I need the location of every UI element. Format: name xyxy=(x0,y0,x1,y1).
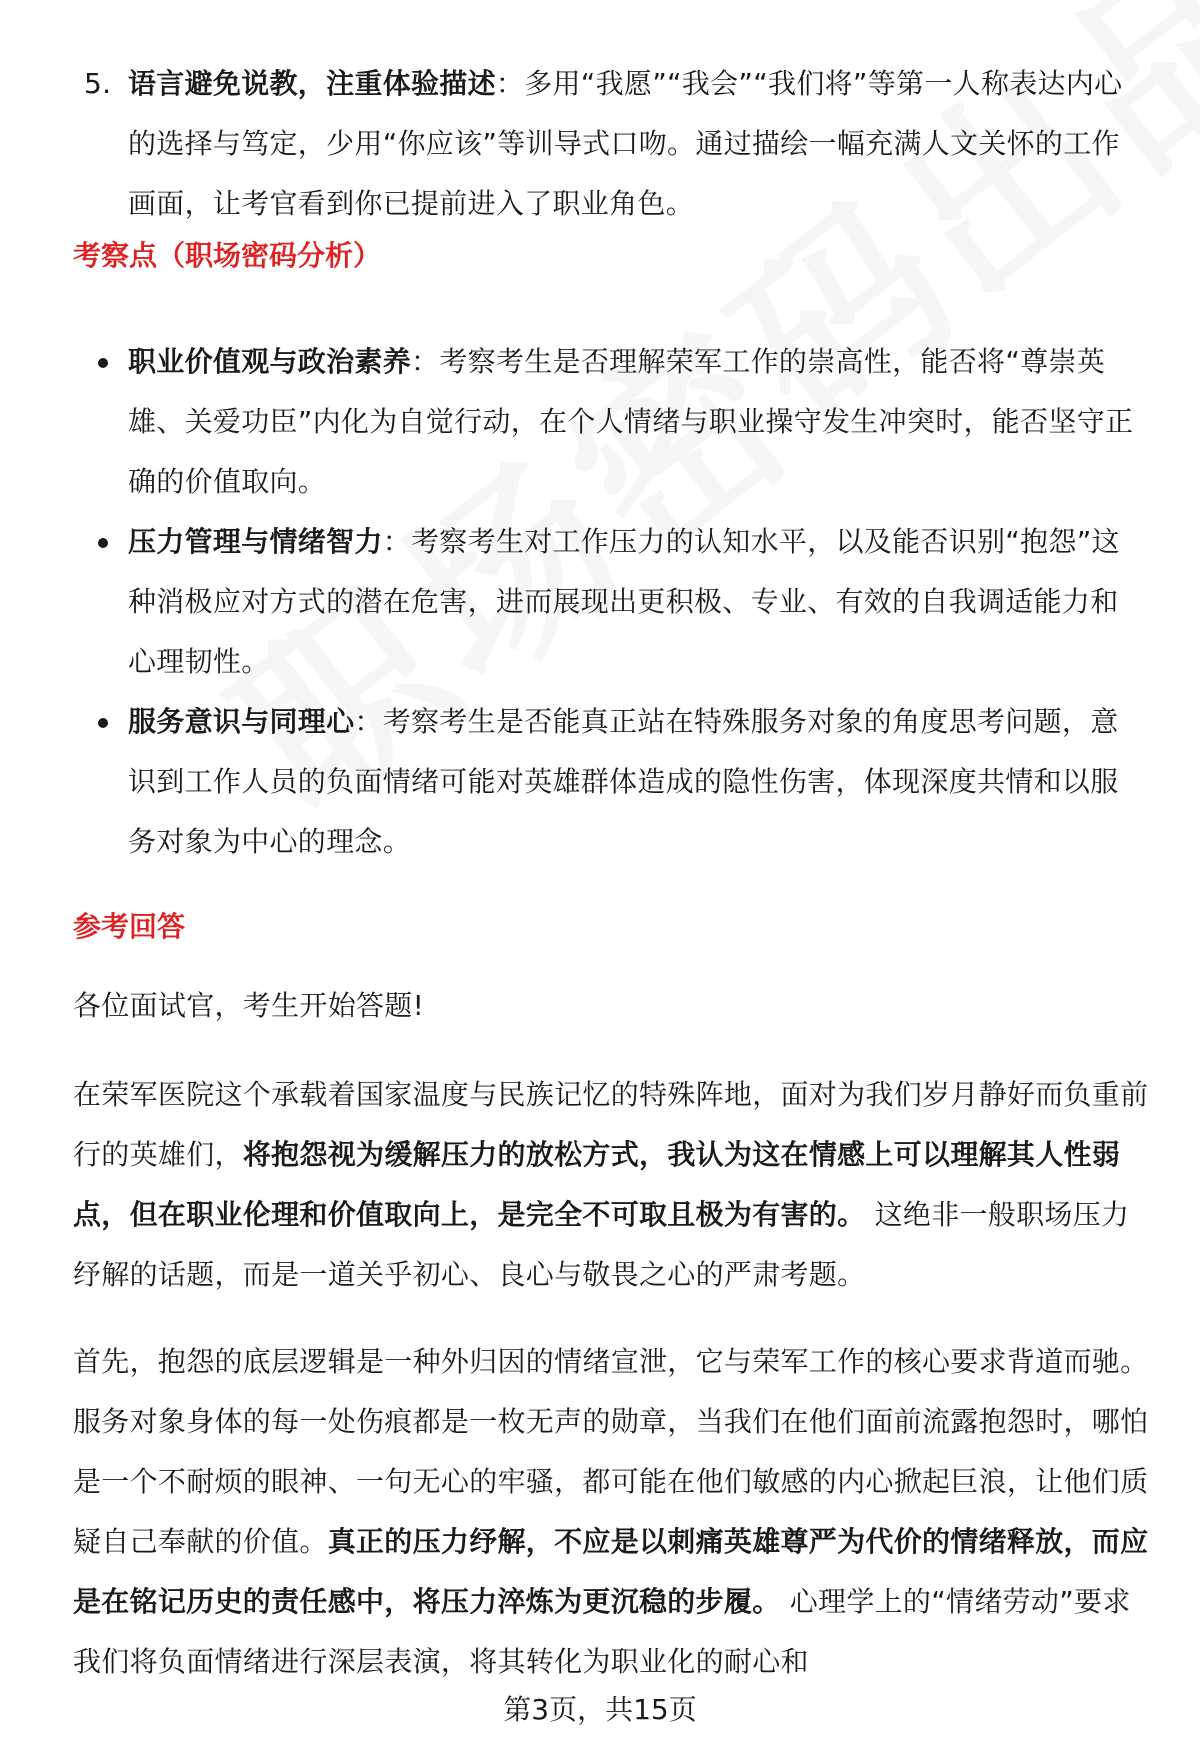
bullet-bold: 压力管理与情绪智力 xyxy=(128,525,383,558)
bullet-list xyxy=(84,332,1144,872)
list-item-bold: 语言避免说教，注重体验描述 xyxy=(128,67,496,100)
bullet-item xyxy=(84,692,1144,872)
bullet-bold: 服务意识与同理心 xyxy=(128,705,355,738)
list-item-text: ：多用“我愿”“我会”“我们将”等第一人称表达内心的选择与笃定，少用“你应该”等训导式口吻。通过描绘一幅充满人文关怀的工作画面，让考官看到你已提前进入了职业角色。 xyxy=(128,67,1123,220)
section-title-exam-points: 考察点（职场密码分析） xyxy=(73,239,382,272)
answer-paragraph-2 xyxy=(73,1332,1153,1692)
paragraph-text: 心理学上的“情绪劳动”要求我们将负面情绪进行深层表演，将其转化为职业化的耐心和 xyxy=(73,1585,1131,1678)
answer-greeting: 各位面试官，考生开始答题! xyxy=(73,989,425,1022)
paragraph-text: 这绝非一般职场压力纾解的话题，而是一道关乎初心、良心与敬畏之心的严肃考题。 xyxy=(73,1198,1130,1291)
bullet-dot-icon xyxy=(98,358,108,368)
paragraph-text: 首先，抱怨的底层逻辑是一种外归因的情绪宣泄，它与荣军工作的核心要求背道而驰。服务对象身体的每一处伤痕都是一枚无声的勋章，当我们在他们面前流露抱怨时，哪怕是一个不耐烦的眼神、一句无心的牢骚，都可能在他们敏感的内心掀起巨浪，让他们质疑自己奉献的价值。 xyxy=(73,1345,1149,1558)
list-item-body xyxy=(128,54,1144,234)
paragraph-bold: 将抱怨视为缓解压力的放松方式，我认为这在情感上可以理解其人性弱点，但在职业伦理和价值取向上，是完全不可取且极为有害的。 xyxy=(73,1138,1121,1231)
bullet-text: ：考察考生对工作压力的认知水平，以及能否识别“抱怨”这种消极应对方式的潜在危害，进而展现出更积极、专业、有效的自我调适能力和心理韧性。 xyxy=(128,525,1120,678)
bullet-item xyxy=(84,332,1144,512)
section-title-reference-answer: 参考回答 xyxy=(73,910,186,943)
list-item-5 xyxy=(84,54,1144,234)
bullet-text: ：考察考生是否能真正站在特殊服务对象的角度思考问题，意识到工作人员的负面情绪可能对英雄群体造成的隐性伤害，体现深度共情和以服务对象为中心的理念。 xyxy=(128,705,1119,858)
bullet-item xyxy=(84,512,1144,692)
answer-paragraph-1 xyxy=(73,1065,1153,1305)
paragraph-bold: 真正的压力纾解，不应是以刺痛英雄尊严为代价的情绪释放，而应是在铭记历史的责任感中，将压力淬炼为更沉稳的步履。 xyxy=(73,1525,1149,1618)
bullet-text: ：考察考生是否理解荣军工作的崇高性，能否将“尊崇英雄、关爱功臣”内化为自觉行动，在个人情绪与职业操守发生冲突时，能否坚守正确的价值取向。 xyxy=(128,345,1134,498)
bullet-dot-icon xyxy=(98,718,108,728)
list-number: 5. xyxy=(84,67,112,100)
bullet-dot-icon xyxy=(98,538,108,548)
bullet-bold: 职业价值观与政治素养 xyxy=(128,345,412,378)
page-footer: 第3页，共15页 xyxy=(503,1693,697,1726)
paragraph-text: 在荣军医院这个承载着国家温度与民族记忆的特殊阵地，面对为我们岁月静好而负重前行的英雄们， xyxy=(73,1078,1149,1171)
